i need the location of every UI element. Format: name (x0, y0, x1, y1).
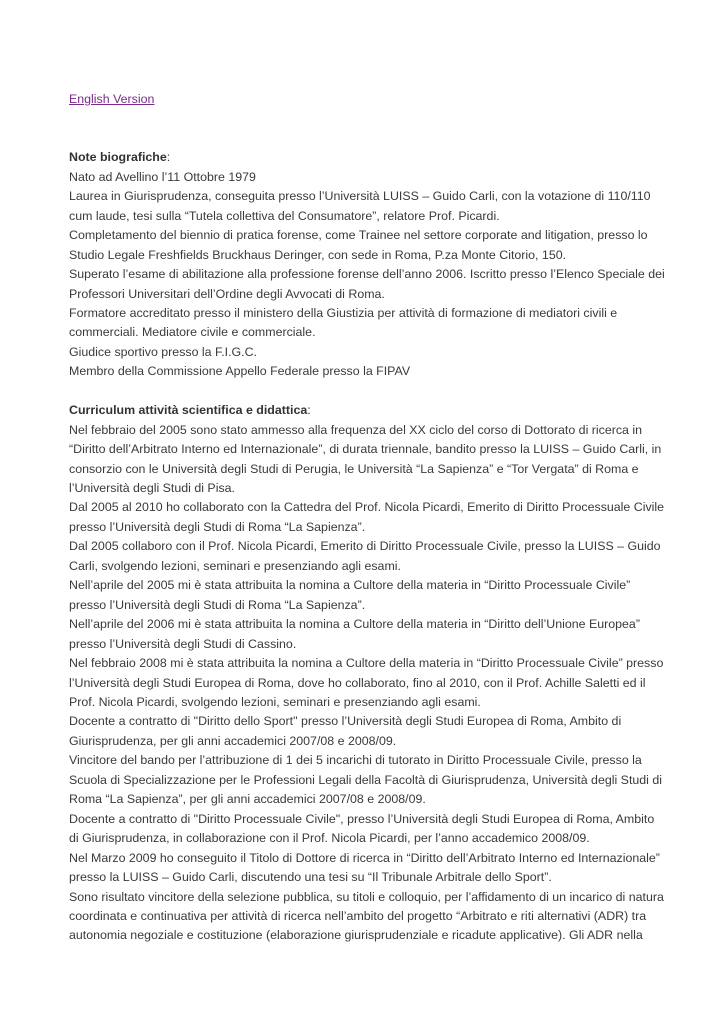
text-line: presso la LUISS – Guido Carli, discutendo una tesi su “Il Tribunale Arbitrale dello Sport”. (69, 870, 552, 885)
text-line: Vincitore del bando per l’attribuzione di 1 dei 5 incarichi di tutorato in Diritto Processuale Civile, presso la (69, 753, 642, 768)
text-line: l’Università degli Studi di Pisa. (69, 481, 235, 496)
english-version-link[interactable]: English Version (69, 92, 155, 106)
text-line: Prof. Nicola Picardi, svolgendo lezioni, seminari e presenziando agli esami. (69, 695, 481, 709)
text-line: Scuola di Specializzazione per le Professioni Legali della Facoltà di Giurisprudenza, Università degli Studi di (69, 772, 663, 787)
text-line: Membro della Commissione Appello Federale presso la FIPAV (69, 364, 411, 379)
text-line: autonomia negoziale e costituzione (elaborazione giurisprudenziale e ricadute applicative). Gli ADR nella (69, 928, 643, 943)
bio-lines (69, 168, 669, 382)
text-line: Giurisprudenza, per gli anni accademici 2007/08 e 2008/09. (69, 733, 397, 748)
cv-section (69, 401, 669, 946)
text-line: di Giurisprudenza, in collaborazione con il Prof. Nicola Picardi, per l’anno accademico 2008/09. (69, 831, 590, 846)
bio-heading: Note biografiche (69, 150, 167, 165)
text-line: Dal 2005 al 2010 ho collaborato con la Cattedra del Prof. Nicola Picardi, Emerito di Diritto Processuale Civile (69, 500, 665, 515)
text-line: presso l’Università degli Studi di Roma “La Sapienza”. (69, 519, 366, 534)
text-line: Nell’aprile del 2006 mi è stata attribuita la nomina a Cultore della materia in “Diritto dell’Unione Europea” (69, 617, 640, 632)
text-line: Superato l’esame di abilitazione alla professione forense dell’anno 2006. Iscritto presso l’Elenco Speciale dei (69, 267, 665, 282)
text-line: Roma “La Sapienza”, per gli anni accademici 2007/08 e 2008/09. (69, 792, 426, 807)
text-line: Nel Marzo 2009 ho conseguito il Titolo di Dottore di ricerca in “Diritto dell’Arbitrato Interno ed Internazionale” (69, 850, 660, 865)
text-line: presso l’Università degli Studi di Roma “La Sapienza”. (69, 597, 366, 612)
bio-heading-line (69, 148, 669, 167)
text-line: presso l’Università degli Studi di Cassino. (69, 636, 297, 651)
text-line: Studio Legale Freshfields Bruckhaus Deringer, con sede in Roma, P.za Monte Citorio, 150. (69, 247, 567, 262)
text-line: Nel febbraio 2008 mi è stata attribuita la nomina a Cultore della materia in “Diritto Processuale Civile” presso (69, 656, 664, 671)
text-line: consorzio con le Università degli Studi di Perugia, le Università “La Sapienza” e “Tor Vergata” di Roma e (69, 461, 639, 476)
text-line: commerciali. Mediatore civile e commerciale. (69, 325, 316, 340)
text-line: cum laude, tesi sulla “Tutela collettiva del Consumatore”, relatore Prof. Picardi. (69, 208, 500, 223)
text-line: Professori Universitari dell’Ordine degli Avvocati di Roma. (69, 286, 385, 301)
text-line: Nato ad Avellino l’11 Ottobre 1979 (69, 169, 256, 184)
spacer (69, 129, 669, 148)
text-line: Sono risultato vincitore della selezione pubblica, su titoli e colloquio, per l’affidamento di un incarico di natura (69, 889, 664, 904)
text-line: Completamento del biennio di pratica forense, come Trainee nel settore corporate and litigation, presso lo (69, 228, 648, 243)
text-line: “Diritto dell’Arbitrato Interno ed Internazionale”, di durata triennale, bandito presso la LUISS – Guido Carli, in (69, 442, 662, 457)
cv-heading: Curriculum attività scientifica e didattica (69, 403, 308, 418)
text-line: Dal 2005 collaboro con il Prof. Nicola Picardi, Emerito di Diritto Processuale Civile, presso la LUISS – Guido (69, 539, 661, 554)
bio-heading-colon: : (166, 150, 171, 165)
text-line: Nell’aprile del 2005 mi è stata attribuita la nomina a Cultore della materia in “Diritto Processuale Civile” (69, 578, 631, 593)
cv-heading-colon: : (307, 403, 311, 418)
text-line: Docente a contratto di "Diritto dello Sport" presso l’Università degli Studi Europea di Roma, Ambito di (69, 714, 622, 729)
document-page (69, 90, 669, 946)
text-line: coordinata e continuativa per attività di ricerca nell’ambito del progetto “Arbitrato e riti alternativi (ADR) tra (69, 908, 647, 923)
bio-section (69, 148, 669, 381)
text-line: l’Università degli Studi Europea di Roma, dove ho collaborato, fino al 2010, con il Prof. Achille Saletti ed il (69, 675, 646, 690)
text-line: Docente a contratto di "Diritto Processuale Civile", presso l’Università degli Studi Europea di Roma, Ambito (69, 811, 655, 826)
text-line: Nel febbraio del 2005 sono stato ammesso alla frequenza del XX ciclo del corso di Dottorato di ricerca in (69, 422, 643, 437)
text-line: Giudice sportivo presso la F.I.G.C. (69, 344, 257, 359)
text-line: Laurea in Giurisprudenza, conseguita presso l’Università LUISS – Guido Carli, con la votazione di 110/110 (69, 189, 651, 204)
spacer (69, 109, 669, 128)
text-line: Formatore accreditato presso il ministero della Giustizia per attività di formazione di mediatori civili e (69, 305, 618, 320)
spacer (69, 382, 669, 401)
cv-heading-line (69, 401, 669, 420)
cv-lines (69, 421, 669, 946)
text-line: Carli, svolgendo lezioni, seminari e presenziando agli esami. (69, 558, 401, 573)
